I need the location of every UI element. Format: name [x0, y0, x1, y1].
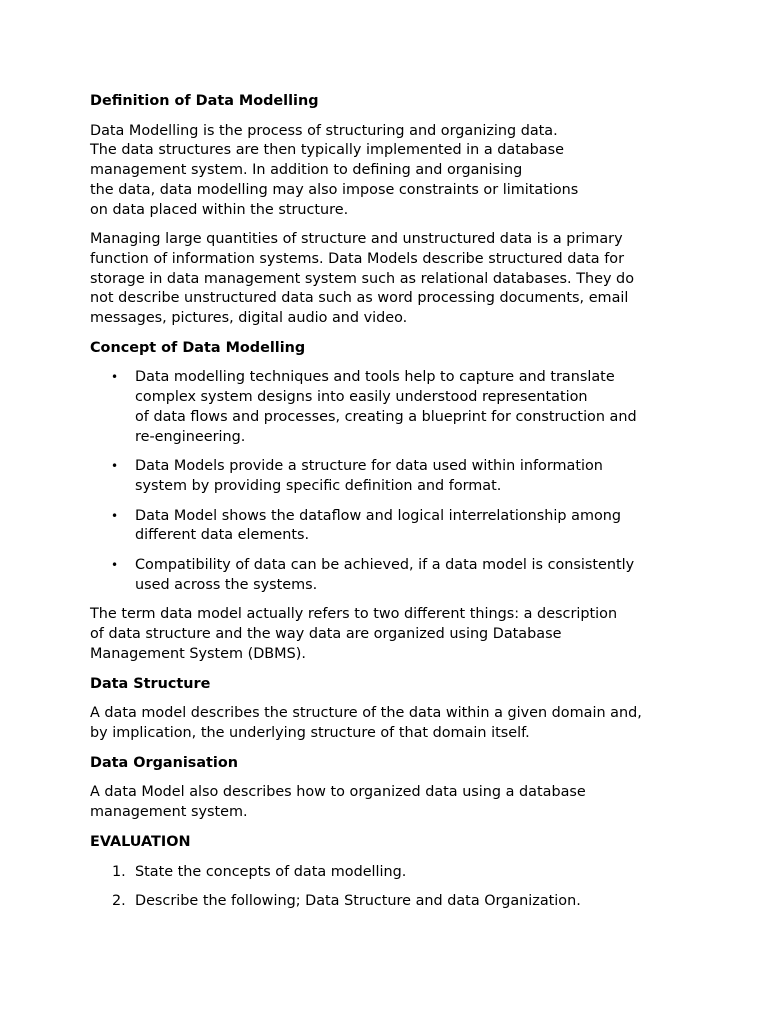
paragraph-data-organisation: [90, 783, 678, 822]
bullet-icon: •: [111, 508, 119, 523]
text-line: of data structure and the way data are organized using Database: [90, 626, 562, 643]
text-line: complex system designs into easily understood representation: [135, 389, 588, 406]
text-line: management system.: [90, 804, 248, 821]
item-number: 1.: [112, 863, 126, 880]
list-item: [90, 457, 678, 496]
list-item: [90, 368, 678, 447]
bullet-icon: •: [111, 459, 119, 474]
paragraph-data-structure: [90, 704, 678, 743]
heading-concept: Concept of Data Modelling: [90, 339, 306, 356]
heading-evaluation: EVALUATION: [90, 833, 191, 850]
text-line: Managing large quantities of structure and unstructured data is a primary: [90, 231, 623, 248]
text-line: used across the systems.: [135, 576, 318, 593]
concept-bullet-list: [90, 368, 678, 595]
text-line: Data Model shows the dataflow and logical interrelationship among: [135, 507, 622, 524]
text-line: The data structures are then typically implemented in a database: [90, 142, 564, 159]
text-line: of data flows and processes, creating a blueprint for construction and: [135, 408, 637, 425]
heading-definition: Definition of Data Modelling: [90, 93, 319, 109]
text-line: function of information systems. Data Models describe structured data for: [90, 250, 624, 267]
text-line: system by providing specific definition and format.: [135, 477, 502, 494]
item-number: 2.: [112, 893, 126, 910]
text-line: Management System (DBMS).: [90, 645, 306, 662]
text-line: Data modelling techniques and tools help to capture and translate: [135, 369, 615, 386]
paragraph-definition: [90, 122, 678, 221]
text-line: not describe unstructured data such as word processing documents, email: [90, 290, 629, 307]
list-item: [90, 507, 678, 546]
paragraph-managing-data: [90, 230, 678, 329]
text-line: Compatibility of data can be achieved, if a data model is consistently: [135, 557, 635, 574]
heading-data-organisation: Data Organisation: [90, 754, 238, 771]
text-line: Data Modelling is the process of structuring and organizing data.: [90, 122, 558, 139]
text-line: management system. In addition to defining and organising: [90, 162, 523, 179]
text-line: A data Model also describes how to organized data using a database: [90, 784, 586, 801]
text-line: storage in data management system such as relational databases. They do: [90, 270, 634, 287]
text-line: The term data model actually refers to two different things: a description: [90, 606, 618, 623]
text-line: on data placed within the structure.: [90, 201, 349, 218]
text-line: Describe the following; Data Structure and data Organization.: [135, 893, 581, 910]
text-line: by implication, the underlying structure of that domain itself.: [90, 724, 530, 741]
text-line: Data Models provide a structure for data used within information: [135, 458, 603, 475]
bullet-icon: •: [111, 558, 119, 573]
text-line: State the concepts of data modelling.: [135, 863, 407, 880]
paragraph-data-model-term: [90, 605, 678, 664]
text-line: the data, data modelling may also impose constraints or limitations: [90, 181, 579, 198]
heading-data-structure: Data Structure: [90, 675, 211, 692]
text-line: re-engineering.: [135, 428, 246, 445]
list-item: [90, 892, 678, 912]
text-line: different data elements.: [135, 527, 310, 544]
bullet-icon: •: [111, 370, 119, 385]
list-item: [90, 863, 678, 883]
evaluation-question-list: [90, 863, 678, 912]
text-line: A data model describes the structure of the data within a given domain and,: [90, 705, 642, 722]
list-item: [90, 556, 678, 595]
text-line: messages, pictures, digital audio and video.: [90, 310, 408, 327]
